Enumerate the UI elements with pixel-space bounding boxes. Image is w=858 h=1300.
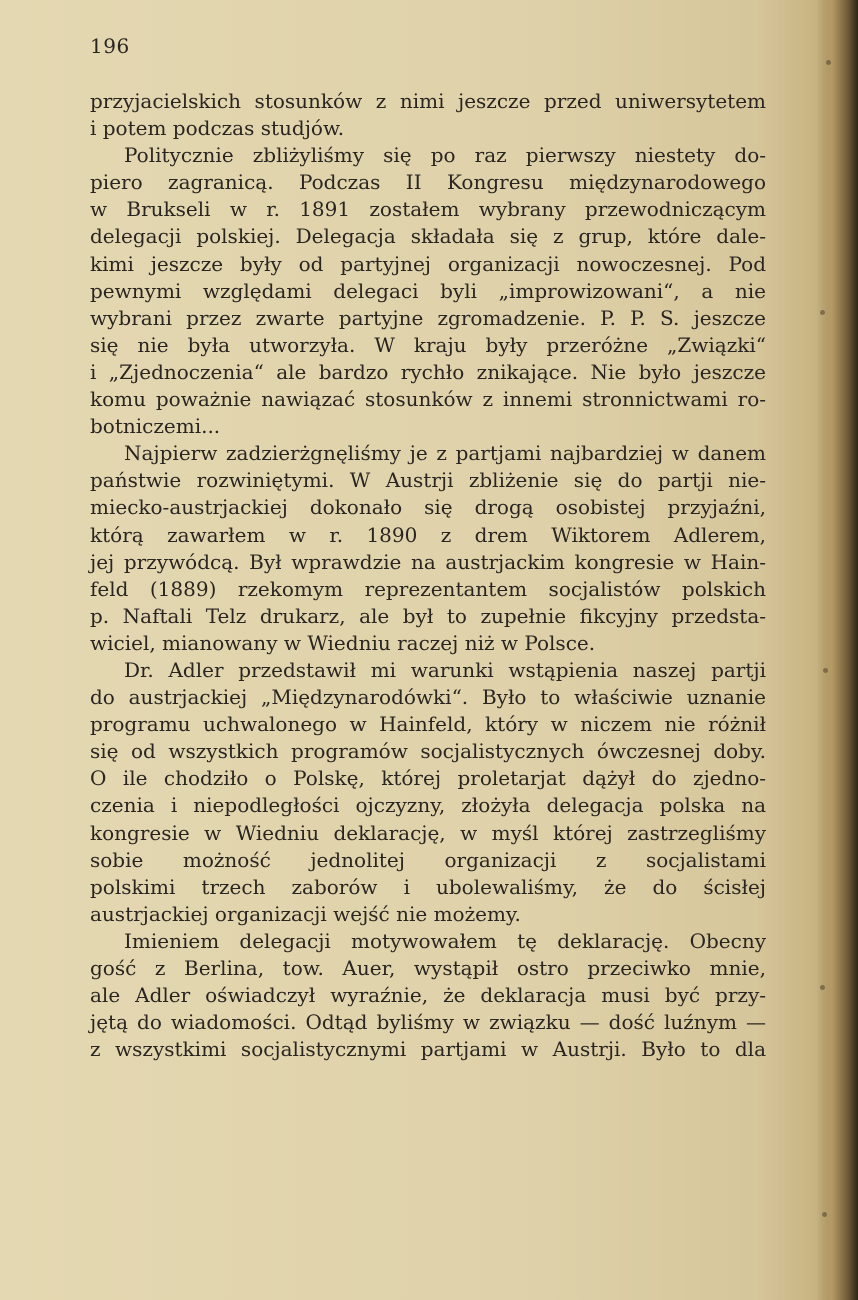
text-line: austrjackiej organizacji wejść nie możemy. [90, 901, 521, 926]
text-line: programu uchwalonego w Hainfeld, który w niczem nie różnił [90, 712, 766, 737]
margin-speck [823, 668, 828, 673]
margin-speck [826, 60, 831, 65]
text-line: Politycznie zbliżyliśmy się po raz pierwszy niestety do- [124, 143, 766, 168]
text-line: jętą do wiadomości. Odtąd byliśmy w związku — dość luźnym — [90, 1010, 766, 1035]
text-line: feld (1889) rzekomym reprezentantem socjalistów polskich [90, 576, 766, 601]
text-line: którą zawarłem w r. 1890 z drem Wiktorem Adlerem, [90, 522, 766, 547]
margin-speck [820, 310, 825, 315]
text-line: się nie była utworzyła. W kraju były przeróżne „Związki“ [90, 332, 766, 357]
text-line: botniczemi... [90, 414, 221, 439]
text-line: Najpierw zadzierżgnęliśmy je z partjami najbardziej w danem [124, 441, 766, 466]
text-line: wybrani przez zwarte partyjne zgromadzenie. P. P. S. jeszcze [90, 305, 766, 330]
text-line: gość z Berlina, tow. Auer, wystąpił ostro przeciwko mnie, [90, 956, 766, 980]
text-line: państwie rozwiniętymi. W Austrji zbliżenie się do partji nie- [90, 468, 766, 493]
text-line: przyjacielskich stosunków z nimi jeszcze przed uniwersytetem [90, 89, 766, 113]
text-line: sobie możność jednolitej organizacji z socjalistami [90, 847, 766, 872]
text-line: pewnymi względami delegaci byli „improwizowani“, a nie [90, 278, 766, 303]
text-line: i „Zjednoczenia“ ale bardzo rychło znikające. Nie było jeszcze [90, 359, 766, 384]
text-line: kimi jeszcze były od partyjnej organizacji nowoczesnej. Pod [90, 251, 766, 276]
text-line: piero zagranicą. Podczas II Kongresu międzynarodowego [90, 170, 766, 195]
text-line: się od wszystkich programów socjalistycznych ówczesnej doby. [90, 739, 766, 764]
margin-speck [822, 1212, 827, 1217]
text-line: delegacji polskiej. Delegacja składała się z grup, które dale- [90, 224, 766, 249]
body-text [90, 88, 766, 1063]
text-line: z wszystkimi socjalistycznymi partjami w Austrji. Było to dla [90, 1037, 766, 1062]
margin-speck [820, 985, 825, 990]
text-line: O ile chodziło o Polskę, której proletarjat dążył do zjedno- [90, 766, 766, 791]
text-line: Imieniem delegacji motywowałem tę deklarację. Obecny [124, 928, 766, 953]
text-line: p. Naftali Telz drukarz, ale był to zupełnie fikcyjny przedsta- [90, 603, 766, 628]
text-line: czenia i niepodległości ojczyzny, złożyła delegacja polska na [90, 793, 766, 818]
text-line: wiciel, mianowany w Wiedniu raczej niż w Polsce. [90, 630, 596, 655]
text-line: komu poważnie nawiązać stosunków z innemi stronnictwami ro- [90, 387, 766, 412]
text-line: polskimi trzech zaborów i ubolewaliśmy, że do ścisłej [90, 874, 766, 899]
text-line: kongresie w Wiedniu deklarację, w myśl której zastrzegliśmy [90, 820, 766, 845]
text-line: i potem podczas studjów. [90, 116, 345, 141]
text-line: Dr. Adler przedstawił mi warunki wstąpienia naszej partji [124, 657, 766, 682]
text-line: jej przywódcą. Był wprawdzie na austrjackim kongresie w Hain- [90, 549, 766, 574]
book-spine-shadow [818, 0, 858, 1300]
text-line: w Brukseli w r. 1891 zostałem wybrany przewodniczącym [90, 197, 766, 222]
text-line: miecko-austrjackiej dokonało się drogą osobistej przyjaźni, [90, 495, 766, 520]
page-number: 196 [90, 34, 130, 58]
text-line: ale Adler oświadczył wyraźnie, że deklaracja musi być przy- [90, 983, 766, 1008]
text-line: do austrjackiej „Międzynarodówki“. Było to właściwie uznanie [90, 685, 766, 710]
